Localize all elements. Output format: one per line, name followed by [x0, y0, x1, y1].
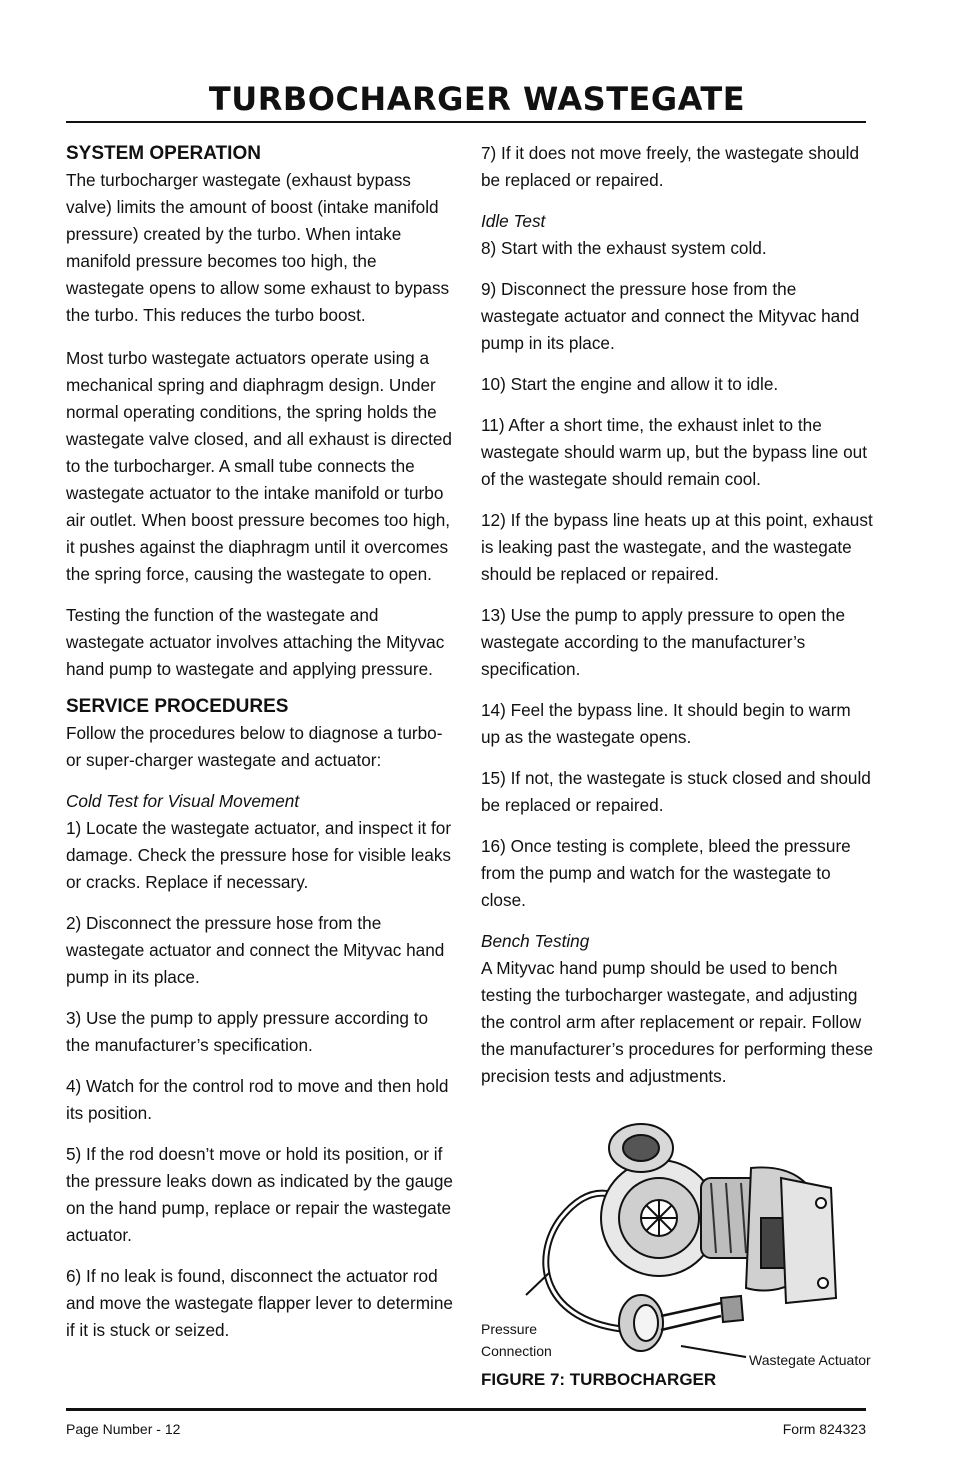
service-procedures-heading: SERVICE PROCEDURES: [66, 696, 289, 717]
system-paragraph-1: The turbocharger wastegate (exhaust bypass valve) limits the amount of boost (intake manifold pressure) created by the turbo. When intake manifold pressure becomes too high, the wastegate opens to allow some exhaust to bypass the turbo. This reduces the turbo boost.: [66, 170, 450, 325]
step-2: 2) Disconnect the pressure hose from the wastegate actuator and connect the Mityvac hand pump in its place.: [66, 913, 445, 987]
page-number: Page Number - 12: [66, 1421, 181, 1437]
cold-test-heading: Cold Test for Visual Movement: [66, 791, 300, 811]
bench-testing-heading: Bench Testing: [481, 931, 590, 951]
page-title: TURBOCHARGER WASTEGATE: [208, 80, 746, 118]
step-14: 14) Feel the bypass line. It should begin to warm up as the wastegate opens.: [481, 700, 851, 747]
form-number: Form 824323: [782, 1421, 866, 1437]
service-paragraph: Follow the procedures below to diagnose a turbo- or super-charger wastegate and actuator:: [66, 723, 443, 770]
system-paragraph-2: Most turbo wastegate actuators operate using a mechanical spring and diaphragm design. Under normal operating conditions, the spring holds the wastegate valve closed, and all exhaust is directed to the turbocharger. A small tube connects the wastegate actuator to the intake manifold or turbo air outlet. When boost pressure becomes too high, it pushes against the diaphragm until it overcomes the spring force, causing the wastegate to open.: [66, 348, 452, 584]
step-1: 1) Locate the wastegate actuator, and inspect it for damage. Check the pressure hose for visible leaks or cracks. Replace if necessary.: [66, 818, 452, 892]
pressure-label-line-2: Connection: [481, 1343, 552, 1359]
step-15: 15) If not, the wastegate is stuck closed and should be replaced or repaired.: [481, 768, 871, 815]
wastegate-actuator-label: Wastegate Actuator: [749, 1352, 871, 1368]
step-13: 13) Use the pump to apply pressure to open the wastegate according to the manufacturer’s specification.: [481, 605, 846, 679]
step-11: 11) After a short time, the exhaust inlet to the wastegate should warm up, but the bypass line out of the wastegate should remain cool.: [481, 415, 867, 489]
idle-test-heading: Idle Test: [481, 211, 546, 231]
step-3: 3) Use the pump to apply pressure according to the manufacturer’s specification.: [66, 1008, 429, 1055]
turbocharger-figure: [481, 1108, 873, 1370]
step-10: 10) Start the engine and allow it to idle.: [481, 374, 779, 394]
left-column: [66, 140, 456, 1344]
figure-caption: FIGURE 7: TURBOCHARGER: [481, 1370, 717, 1389]
system-paragraph-3: Testing the function of the wastegate and wastegate actuator involves attaching the Mityvac hand pump to wastegate and applying pressure.: [66, 605, 445, 679]
step-9: 9) Disconnect the pressure hose from the wastegate actuator and connect the Mityvac hand pump in its place.: [481, 279, 860, 353]
step-7: 7) If it does not move freely, the wastegate should be replaced or repaired.: [481, 143, 860, 190]
footer-rule: [66, 1408, 866, 1411]
step-6: 6) If no leak is found, disconnect the actuator rod and move the wastegate flapper lever to determine if it is stuck or seized.: [66, 1266, 453, 1340]
actuator-leader-line: [681, 1346, 746, 1357]
step-16: 16) Once testing is complete, bleed the pressure from the pump and watch for the wastegate to close.: [481, 836, 851, 910]
step-4: 4) Watch for the control rod to move and then hold its position.: [66, 1076, 449, 1123]
title-rule: [66, 121, 866, 123]
pressure-label-line-1: Pressure: [481, 1321, 538, 1337]
right-column: [481, 140, 873, 1090]
pressure-leader-line: [526, 1273, 549, 1295]
pressure-connection-label: [481, 1318, 552, 1362]
step-8: 8) Start with the exhaust system cold.: [481, 238, 767, 258]
step-12: 12) If the bypass line heats up at this point, exhaust is leaking past the wastegate, and the wastegate should be replaced or repaired.: [481, 510, 873, 584]
system-operation-heading: SYSTEM OPERATION: [66, 143, 261, 164]
step-5: 5) If the rod doesn’t move or hold its position, or if the pressure leaks down as indicated by the gauge on the hand pump, replace or repair the wastegate actuator.: [66, 1144, 453, 1245]
bench-paragraph: A Mityvac hand pump should be used to bench testing the turbocharger wastegate, and adjusting the control arm after replacement or repair. Follow the manufacturer’s procedures for performing these precision tests and adjustments.: [481, 958, 874, 1086]
